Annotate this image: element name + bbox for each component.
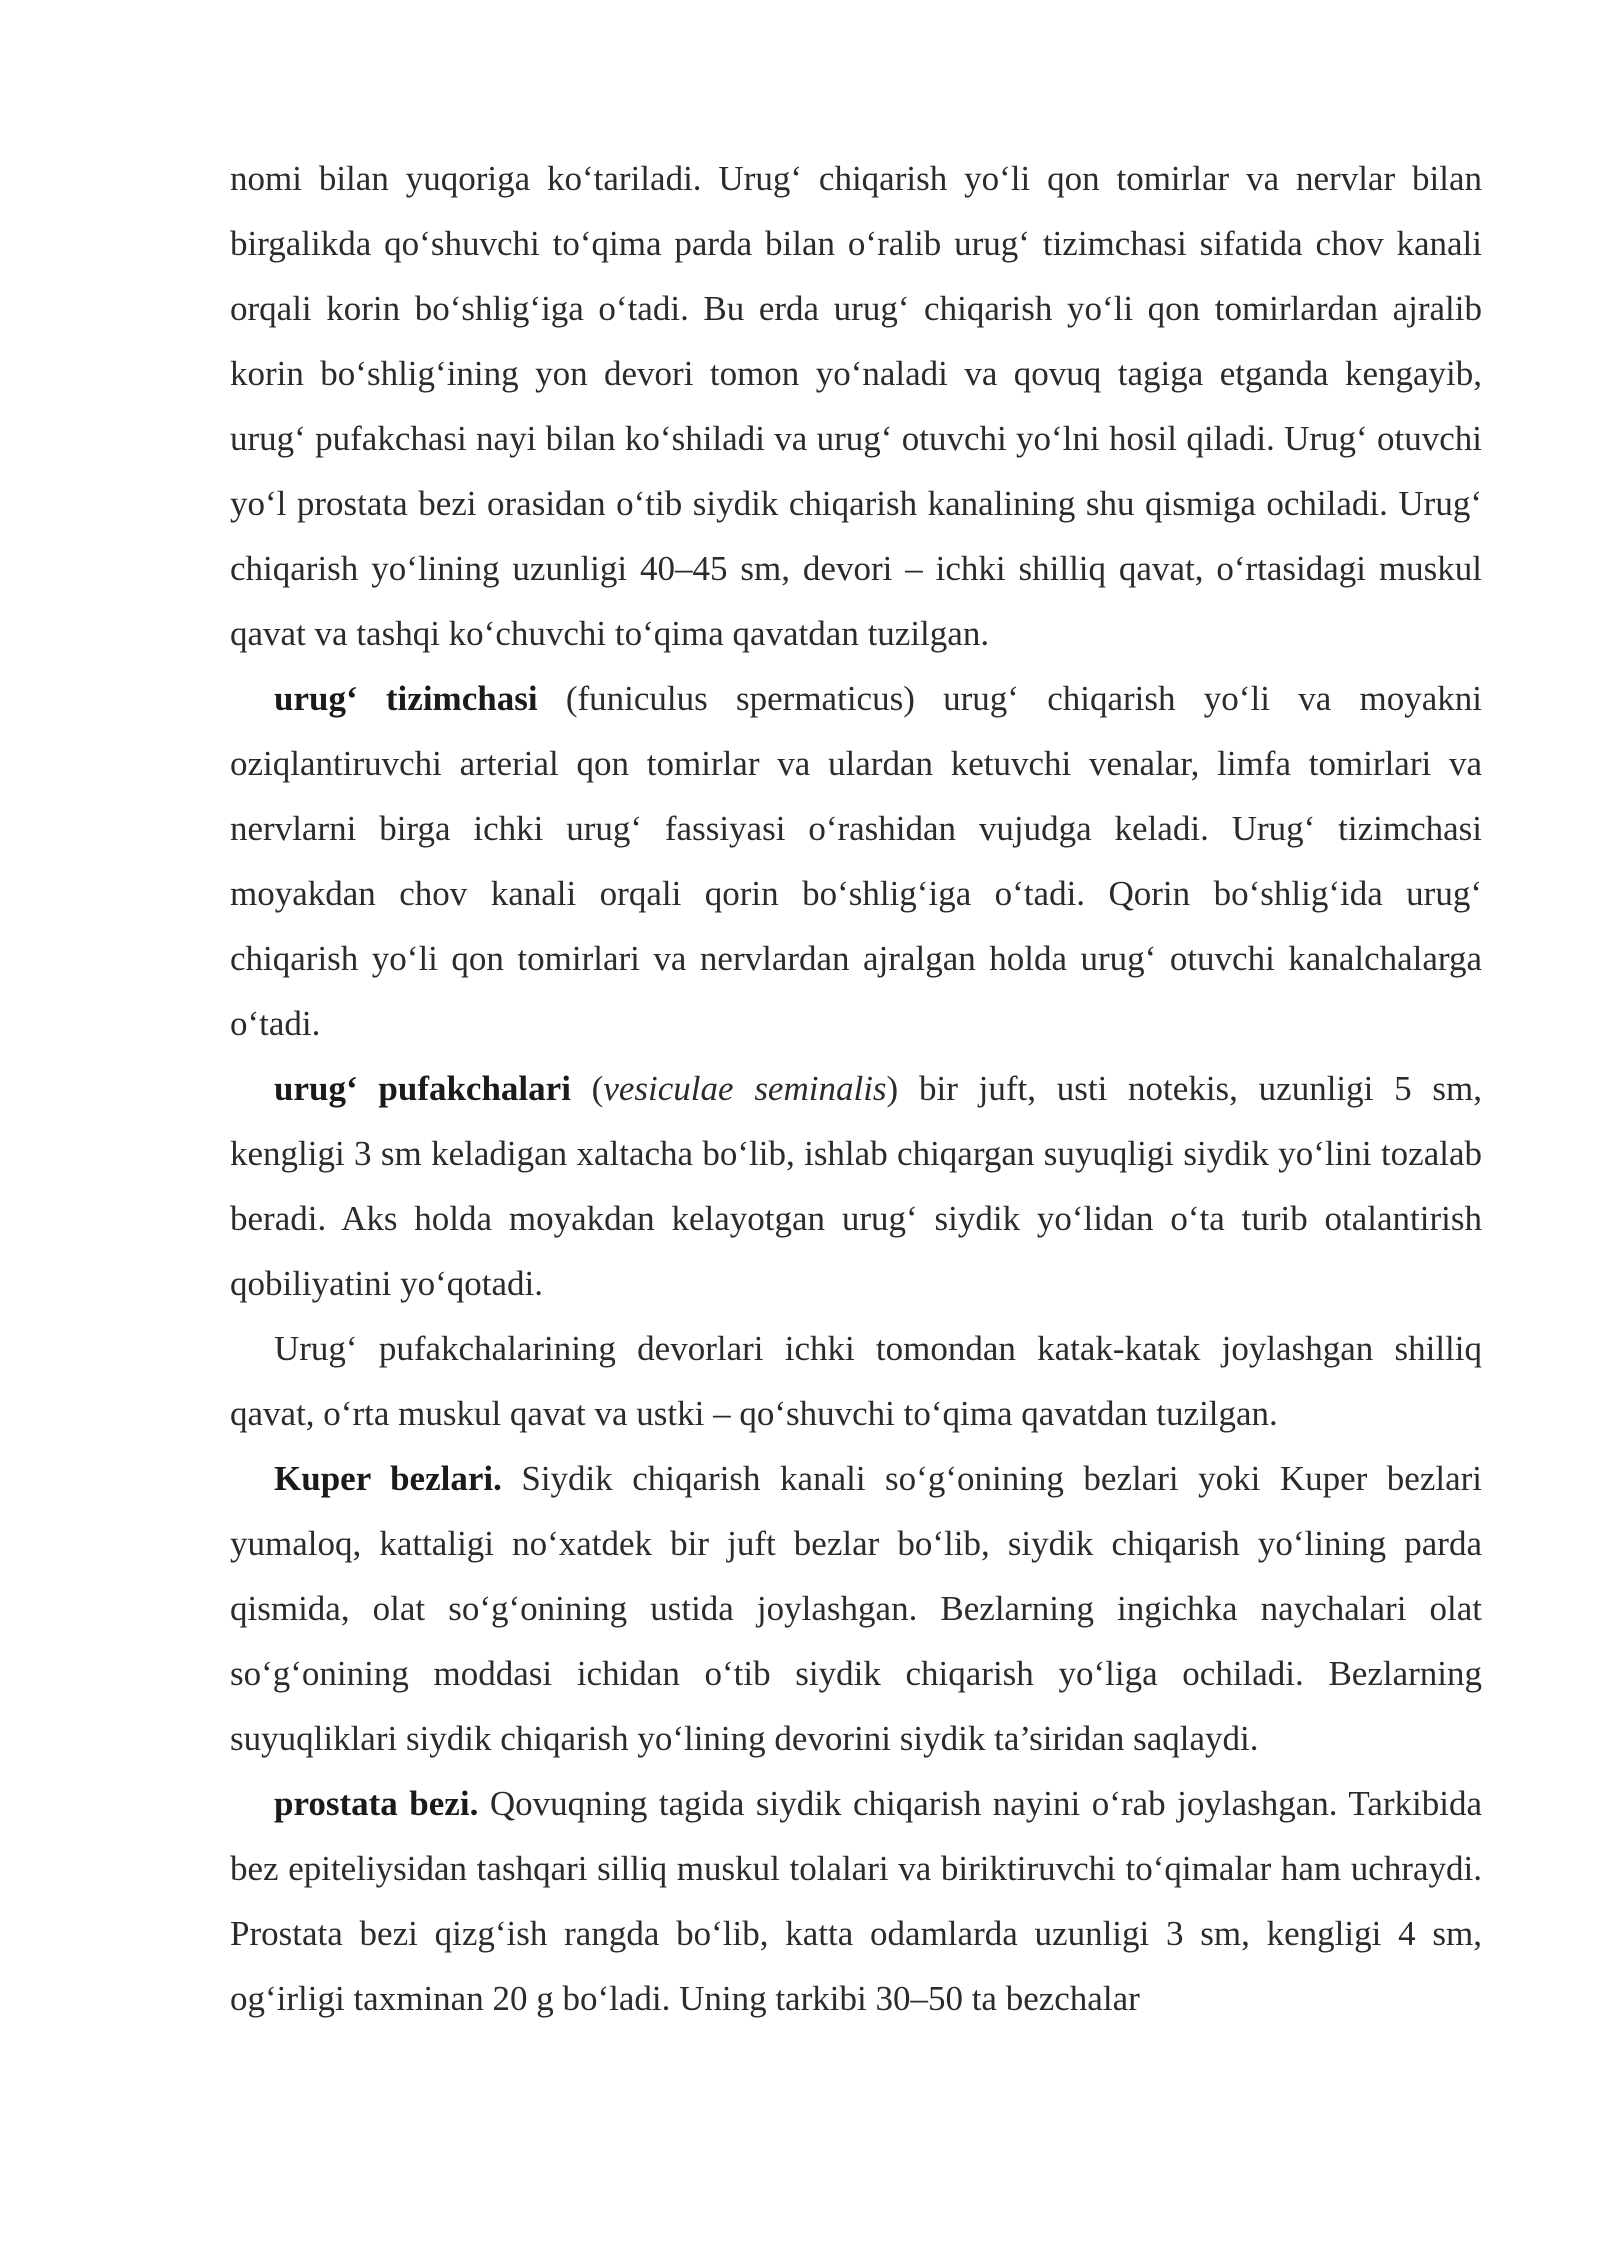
paragraph-seminal-vesicle-walls	[230, 1316, 1482, 1446]
paragraph-seminal-duct-continuation	[230, 146, 1482, 666]
term-heading: urug‘ pufakchalari	[274, 1069, 571, 1108]
paragraph-seminal-vesicles	[230, 1056, 1482, 1316]
paragraph-spermatic-cord	[230, 666, 1482, 1056]
paragraph-text: (funiculus spermaticus) urug‘ chiqarish yo‘li va moyakni oziqlantiruvchi arterial qon tomirlar va ulardan ketuvchi venalar, limfa tomirlari va nervlarni birga ichki urug‘ fassiyasi o‘rashidan vujudga keladi. Urug‘ tizimchasi moyakdan chov kanali orqali qorin bo‘shlig‘iga o‘tadi. Qorin bo‘shlig‘ida urug‘ chiqarish yo‘li qon tomirlari va nervlardan ajralgan holda urug‘ otuvchi kanalchalarga o‘tadi.	[230, 679, 1482, 1043]
term-heading: prostata bezi.	[274, 1784, 479, 1823]
paragraph-text: ) bir juft, usti notekis, uzunligi 5 sm, kengligi 3 sm keladigan xaltacha bo‘lib, ishlab chiqargan suyuqligi siydik yo‘lini tozalab beradi. Aks holda moyakdan kelayotgan urug‘ siydik yo‘lidan o‘ta turib otalantirish qobiliyatini yo‘qotadi.	[230, 1069, 1482, 1303]
paragraph-prostate	[230, 1771, 1482, 2031]
paragraph-text: Siydik chiqarish kanali so‘g‘onining bezlari yoki Kuper bezlari yumaloq, kattaligi no‘xatdek bir juft bezlar bo‘lib, siydik chiqarish yo‘lining parda qismida, olat so‘g‘onining ustida joylashgan. Bezlarning ingichka naychalari olat so‘g‘onining moddasi ichidan o‘tib siydik chiqarish yo‘liga ochiladi. Bezlarning suyuqliklari siydik chiqarish yo‘lining devorini siydik ta’siridan saqlaydi.	[230, 1459, 1482, 1758]
paragraph-cowper-glands	[230, 1446, 1482, 1771]
paragraph-text: Urug‘ pufakchalarining devorlari ichki tomondan katak-katak joylashgan shilliq qavat, o‘rta muskul qavat va ustki – qo‘shuvchi to‘qima qavatdan tuzilgan.	[230, 1329, 1482, 1433]
body-text	[230, 146, 1482, 2031]
latin-term: vesiculae seminalis	[603, 1069, 887, 1108]
paragraph-text: nomi bilan yuqoriga ko‘tariladi. Urug‘ chiqarish yo‘li qon tomirlar va nervlar bilan birgalikda qo‘shuvchi to‘qima parda bilan o‘ralib urug‘ tizimchasi sifatida chov kanali orqali korin bo‘shlig‘iga o‘tadi. Bu erda urug‘ chiqarish yo‘li qon tomirlardan ajralib korin bo‘shlig‘ining yon devori tomon yo‘naladi va qovuq tagiga etganda kengayib, urug‘ pufakchasi nayi bilan ko‘shiladi va urug‘ otuvchi yo‘lni hosil qiladi. Urug‘ otuvchi yo‘l prostata bezi orasidan o‘tib siydik chiqarish kanalining shu qismiga ochiladi. Urug‘ chiqarish yo‘lining uzunligi 40–45 sm, devori – ichki shilliq qavat, o‘rtasidagi muskul qavat va tashqi ko‘chuvchi to‘qima qavatdan tuzilgan.	[230, 159, 1482, 653]
paren-open: (	[570, 1069, 604, 1108]
term-heading: Kuper bezlari.	[274, 1459, 502, 1498]
paragraph-text: Qovuqning tagida siydik chiqarish nayini o‘rab joylashgan. Tarkibida bez epiteliysidan tashqari silliq muskul tolalari va biriktiruvchi to‘qimalar ham uchraydi. Prostata bezi qizg‘ish rangda bo‘lib, katta odamlarda uzunligi 3 sm, kengligi 4 sm, og‘irligi taxminan 20 g bo‘ladi. Uning tarkibi 30–50 ta bezchalar	[230, 1784, 1482, 2018]
term-heading: urug‘ tizimchasi	[274, 679, 538, 718]
